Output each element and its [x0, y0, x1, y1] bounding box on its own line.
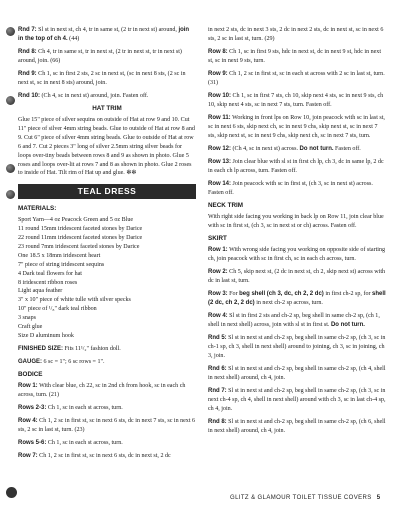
- row-text: (Ch 4, sc in next st) around, join. Fasten off.: [40, 93, 149, 99]
- instruction-row: [208, 70, 386, 88]
- row-text: Ch 1, 2 sc in first st, sc in next 6 sts, dc in next 7 sts, sc in next 6 sts, 2 sc in last st, turn. (23): [18, 418, 196, 433]
- binder-hole-icon: [6, 27, 15, 36]
- row-3-bold-a: beg shell (ch 3, dc, ch 2, 2 dc): [239, 290, 324, 297]
- row-bold-text: join in the top of ch 4.: [18, 27, 190, 42]
- row-12-text: (Ch 4, sc in next st) across.: [231, 145, 300, 152]
- material-item: 3" x 10" piece of white tulle with silver specks: [18, 297, 131, 304]
- row-label: Rnd 7:: [208, 387, 227, 394]
- neck-trim-text: With right side facing you working in back lp on Row 11, join clear blue with sc in first st, (ch 3, sc in next st or ch) across. Fasten off.: [208, 213, 384, 229]
- instruction-row: [208, 92, 386, 110]
- material-item: 8 iridescent ribbon roses: [18, 279, 78, 286]
- hat-rounds: [18, 26, 196, 101]
- instruction-row: [18, 92, 196, 101]
- row-text: Ch 1, 2 sc in first st, sc in next 6 sts, dc in next st, 2 dc: [37, 453, 171, 460]
- row-3-text-c: in next ch-2 sp across, turn.: [254, 299, 323, 306]
- bodice-rows: [18, 382, 196, 461]
- row-text: Sl st in next st, ch 4, tr in same st, (2 tr in next st) around,: [36, 27, 179, 33]
- material-item: 10" piece of ¹/₈" dark teal ribbon: [18, 306, 97, 313]
- row-text: Join peacock with sc in first st, (ch 3, sc in next st) across. Fasten off.: [208, 181, 373, 196]
- material-item: Light aqua feather: [18, 288, 63, 295]
- skirt-row-3: [208, 290, 386, 308]
- material-item: Craft glue: [18, 324, 43, 331]
- instruction-row: [208, 268, 386, 286]
- instruction-row: [208, 158, 386, 176]
- row-label: Row 11:: [208, 115, 231, 121]
- skirt-rounds: [208, 334, 386, 436]
- material-item: 22 round 11mm iridescent faceted stones by Darice: [18, 234, 143, 241]
- row-label: Row 14:: [208, 181, 232, 187]
- material-item: Sport Yarn—4 oz Peacock Green and 5 oz Blue: [18, 217, 134, 224]
- binder-hole-icon: [6, 190, 15, 199]
- row-label: Row 4:: [18, 418, 38, 425]
- row-label: Rnd 9:: [18, 71, 37, 77]
- skirt-rows: [208, 246, 386, 286]
- row-3-text-b: in first ch-2 sp, for: [323, 290, 373, 297]
- row-12-end: Fasten off.: [333, 145, 361, 152]
- gauge: [18, 358, 196, 367]
- left-column: [18, 26, 196, 465]
- row-label: Rnd 5:: [208, 334, 227, 341]
- row-label: Row 13:: [208, 159, 232, 165]
- bodice-heading: BODICE: [18, 371, 43, 379]
- row-3-bold-b: shell (2 dc, ch 2, 2 dc): [208, 290, 386, 306]
- row-12-bold: Do not turn.: [299, 145, 334, 152]
- instruction-row: [18, 439, 196, 448]
- continued-text: in next 2 sts, dc in next 3 sts, 2 dc in next 2 sts, dc in next st, sc in next 6 sts, 2 sc in last st, turn. (29): [208, 27, 384, 42]
- row-text: Working in front lps on Row 10, join peacock with sc in last st, sc in next 6 sts, skip next ch, sc in next 9 chs, skip next st, sc in next 7 sts, skip next st, sc in next 9 chs, skip next ch, sc in next 7 sts, turn.: [208, 115, 385, 139]
- material-item: 7" piece of string iridescent sequins: [18, 261, 105, 268]
- row-label: Row 1:: [208, 246, 228, 253]
- row-text: Join clear blue with sl st in first ch lp, ch 3, dc in same lp, 2 dc in each ch lp across, turn. Fasten off.: [208, 159, 384, 174]
- row-label: Row 8:: [208, 49, 228, 55]
- skirt-row-4: [208, 312, 386, 330]
- instruction-row: [18, 70, 196, 88]
- page-number: 5: [376, 495, 381, 501]
- row-text: Sl st in next st and ch-2 sp, beg shell in same ch-2 sp, (ch 3, sc in next ch-4 sp, ch 4, shell in next shell) around with ch 3, sc in last ch-4 sp, ch 4, join.: [208, 387, 386, 412]
- row-label: Rnd 8:: [18, 49, 37, 55]
- binder-hole-icon: [6, 96, 15, 105]
- row-text: Sl st in next st and ch-2 sp, beg shell in same ch-2 sp, (ch 4, shell in next shell) around, ch 4, join.: [208, 365, 386, 381]
- row-12: [208, 145, 386, 154]
- row-4-bold: Do not turn.: [330, 321, 365, 328]
- row-text: Ch 1, 2 sc in first st, sc in each st across with 2 sc in last st, turn. (31): [208, 71, 385, 86]
- material-item: 11 round 15mm iridescent faceted stones by Darice: [18, 226, 143, 233]
- instruction-row: [18, 417, 196, 435]
- row-3-label: Row 3:: [208, 290, 228, 297]
- binder-hole-icon: [6, 164, 15, 173]
- row-4-text: Sl st in first 2 sts and ch-2 sp, beg shell in same ch-2 sp, (ch 1, shell in next shell) across, join with sl st in first st.: [208, 312, 380, 328]
- hat-trim-text: Glue 15" piece of silver sequins on outside of Hat at row 9 and 10. Cut 11" piece of silver 4mm string beads. Glue to outside of Hat at row 8 and 9. Cut 6" piece of silver 4mm string beads. Glue to outside of Hat at row 6 and 7. Cut 2 pieces 3" long of silver 2.5mm string silver beads for loops over-tiny beads between rows 8 and 9 as shown in photo. Glue 5 roses and loops over-lit at rows 7 and 8 as shown in photo. Glue 2 roses to inside of Hat. Tilt rim of Hat up and glue. ✻✻: [18, 117, 195, 177]
- row-label: Row 10:: [208, 93, 232, 99]
- row-label: Rnd 10:: [18, 93, 41, 99]
- row-label: Rnd 8:: [208, 418, 227, 425]
- row-text: With clear blue, ch 22, sc in 2nd ch from hook, sc in each ch across, turn. (21): [18, 382, 186, 398]
- instruction-row: [18, 26, 196, 44]
- row-4-label: Row 4:: [208, 312, 228, 319]
- instruction-row: [18, 382, 196, 400]
- footer-title: GLITZ & GLAMOUR TOILET TISSUE COVERS: [230, 495, 372, 501]
- row-text: Ch 1, sc in first 9 sts, hdc in next st, dc in next 9 st, hdc in next st, sc in next 9 sts, turn.: [208, 49, 382, 64]
- finished-size-label: FINISHED SIZE:: [18, 345, 64, 352]
- instruction-row: [208, 180, 386, 198]
- materials-heading: MATERIALS:: [18, 205, 57, 213]
- finished-size-value: Fits 11¹/₂" fashion doll.: [63, 345, 121, 352]
- bodice-rows-end: [208, 158, 386, 198]
- row-label: Rows 5-6:: [18, 440, 47, 447]
- materials-list: [18, 216, 196, 341]
- row-label: Rnd 7:: [18, 27, 37, 33]
- instruction-row: [208, 365, 386, 383]
- finished-size: [18, 345, 196, 354]
- row-text: Ch 1, sc in each st across, turn.: [46, 404, 123, 411]
- hat-trim-heading: HAT TRIM: [92, 105, 122, 113]
- instruction-row: [18, 452, 196, 461]
- bodice-rows-cont: [208, 48, 386, 141]
- row-label: Row 7:: [18, 453, 38, 460]
- row-text: Ch 1, sc in first 7 sts, ch 10, skip next 4 sts, sc in next 9 sts, ch 10, skip next 4 sts, sc in next 7 sts, turn. Fasten off.: [208, 93, 384, 108]
- row-text: Ch 1, sc in first 2 sts, 2 sc in next st, (sc in next 8 sts, (2 sc in next st, sc in next 8 sts) around, join.: [18, 71, 186, 86]
- neck-trim-heading: NECK TRIM: [208, 202, 243, 209]
- instruction-row: [208, 387, 386, 414]
- instruction-row: [18, 404, 196, 413]
- row-label: Row 1:: [18, 382, 38, 389]
- material-item: 3 snaps: [18, 315, 36, 322]
- gauge-value: 6 sc = 1"; 6 sc rows = 1".: [42, 358, 105, 365]
- row-12-label: Row 12:: [208, 145, 232, 152]
- teal-dress-banner: TEAL DRESS: [18, 184, 196, 199]
- material-item: 23 round 7mm iridescent faceted stones by Darice: [18, 243, 140, 250]
- instruction-row: [18, 48, 196, 66]
- instruction-row: [208, 114, 386, 141]
- material-item: 4 Dark teal flowers for hat: [18, 270, 82, 277]
- material-item: Size D aluminum hook: [18, 332, 74, 339]
- page-footer: [230, 495, 380, 501]
- material-item: One 18.5 x 18mm iridescent heart: [18, 252, 101, 259]
- row-label: Rnd 6:: [208, 365, 227, 372]
- row-label: Row 9:: [208, 71, 228, 77]
- gauge-label: GAUGE:: [18, 358, 42, 365]
- instruction-row: [208, 246, 386, 264]
- instruction-row: [208, 48, 386, 66]
- row-text: Ch 5, skip next st, (2 dc in next st, ch 2, skip next st) across with dc in last st, turn.: [208, 268, 386, 284]
- row-text: Ch 4, tr in same st, tr in next st, (2 tr in next st, tr in next st) around, join. (66): [18, 49, 182, 64]
- right-column: [208, 26, 386, 440]
- row-text: With wrong side facing you working on opposite side of starting ch, join peacock with sc in first ch, sc in each ch across, turn.: [208, 246, 386, 262]
- row-text: Ch 1, sc in each st across, turn.: [46, 440, 123, 447]
- row-count: (44): [67, 35, 80, 42]
- row-3-text-a: For: [227, 290, 240, 297]
- row-label: Row 2:: [208, 268, 228, 275]
- row-text: Sl st in next st and ch-2 sp, beg shell in same ch-2 sp, (ch 6, shell in next shell) around, ch 4, join.: [208, 418, 386, 434]
- instruction-row: [208, 334, 386, 361]
- skirt-heading: SKIRT: [208, 234, 227, 242]
- binder-hole-icon: [6, 487, 17, 498]
- instruction-row: [208, 418, 386, 436]
- row-label: Rows 2-3:: [18, 404, 47, 411]
- row-text: Sl st in next st and ch-2 sp, beg shell in same ch-2 sp, (ch 3, sc in ch-1 sp, ch 3, shell in next shell) around to joining, ch 3, sc in joining, ch 3, join.: [208, 334, 386, 359]
